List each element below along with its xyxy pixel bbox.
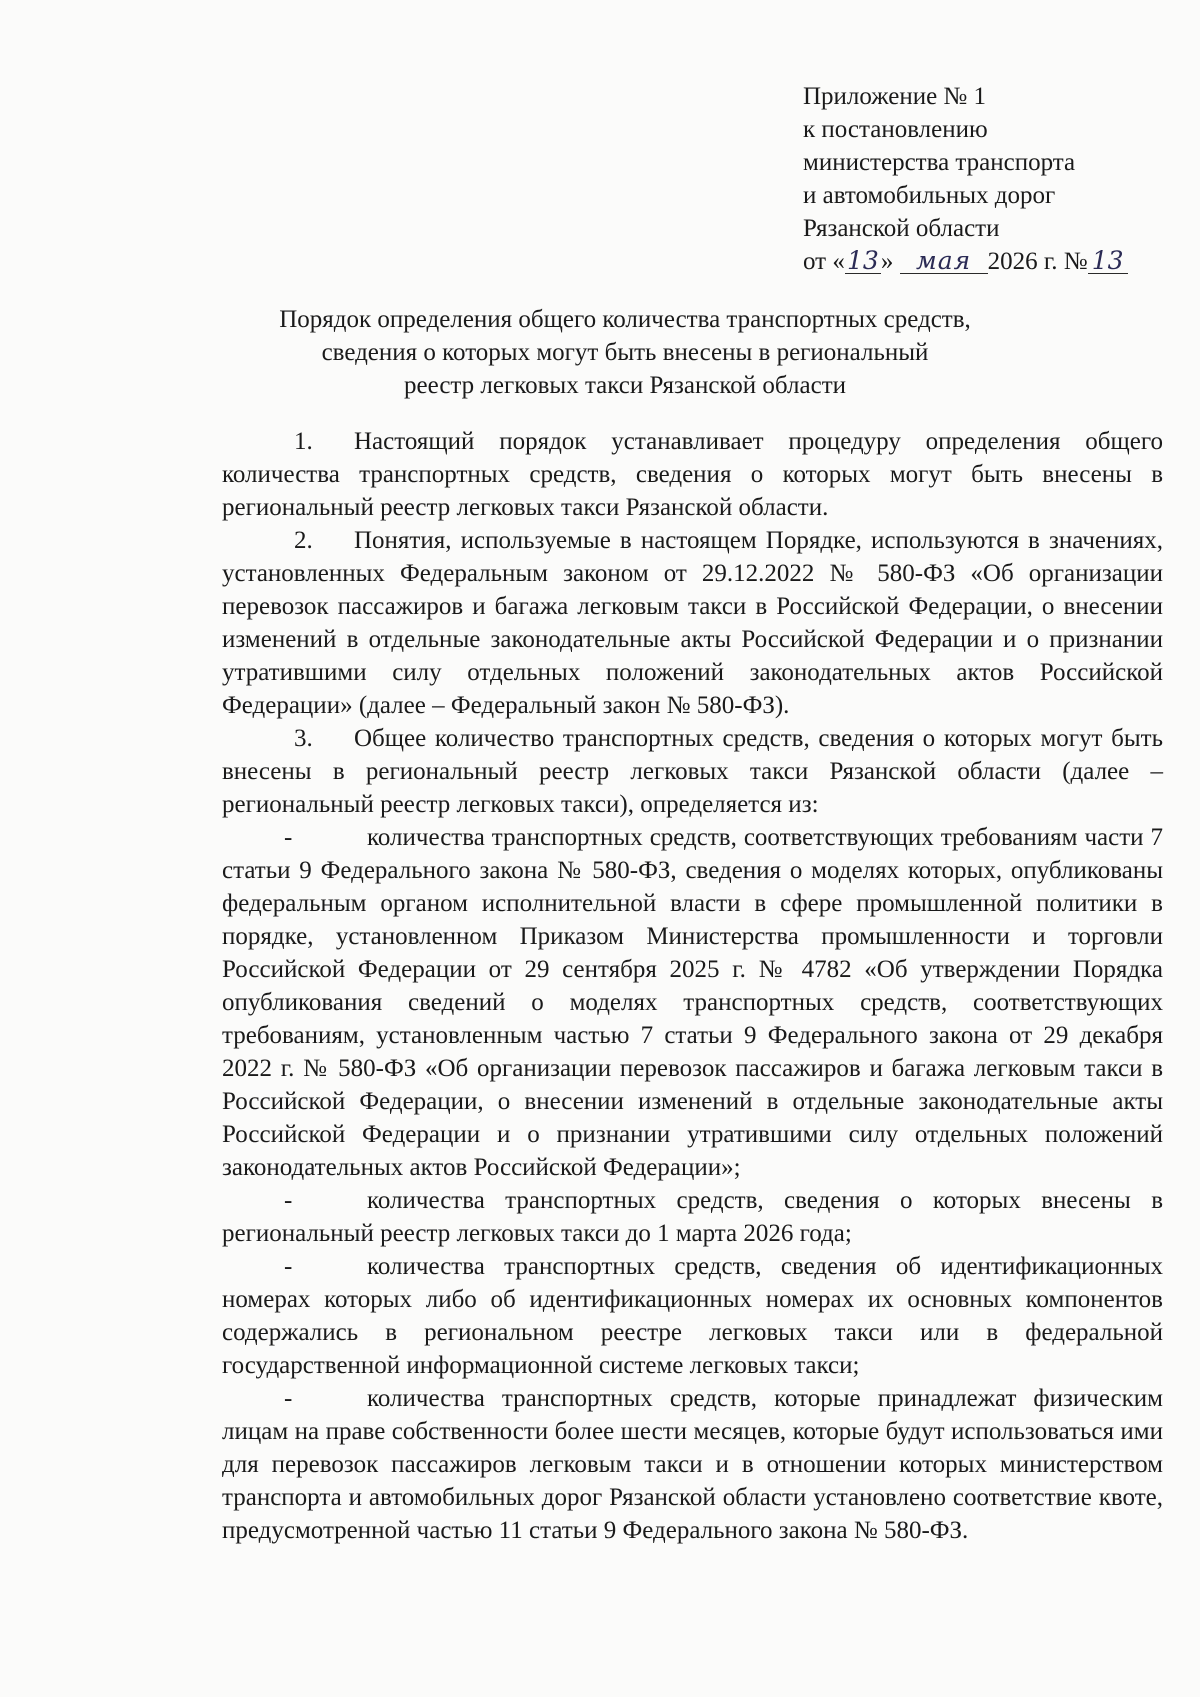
appendix-line: министерства транспорта [803,149,1076,176]
list-item [222,1250,1163,1382]
handwritten-doc-number: 13 [1088,249,1128,274]
document-title [230,303,1020,402]
list-item [222,1382,1163,1547]
paragraph-text: Настоящий порядок устанавливает процедуру определения общего количества транспортных средств, сведения о которых могут быть внесены в региональный реестр легковых такси Рязанской области. [222,428,1163,521]
handwritten-day: 13 [845,249,881,274]
appendix-date-line [803,245,1128,278]
list-dash: - [284,1253,293,1280]
title-line: реестр легковых такси Рязанской области [404,372,846,399]
date-year: 2026 г. № [987,248,1088,275]
paragraph-number: 3. [294,725,313,752]
paragraph-number: 2. [294,527,313,554]
appendix-line: Рязанской области [803,215,1000,242]
appendix-header [803,80,1128,278]
appendix-line: и автомобильных дорог [803,182,1056,209]
list-item [222,821,1163,1184]
paragraph-text: Понятия, используемые в настоящем Порядке, используются в значениях, установленных Федеральным законом от 29.12.2022 № 580-ФЗ «Об организации перевозок пассажиров и багажа легковым такси в Российской Федерации, о внесении изменений в отдельные законодательные акты Российской Федерации и о признании утратившими силу отдельных положений законодательных актов Российской Федерации» (далее – Федеральный закон № 580-ФЗ). [222,527,1163,719]
appendix-line: Приложение № 1 [803,83,987,110]
list-item-text: количества транспортных средств, сведения о которых внесены в региональный реестр легковых такси до 1 марта 2026 года; [222,1187,1163,1247]
paragraph-text: Общее количество транспортных средств, сведения о которых могут быть внесены в региональный реестр легковых такси Рязанской области (далее – региональный реестр легковых такси), определяется из: [222,725,1163,818]
title-line: сведения о которых могут быть внесены в региональный [321,339,929,366]
paragraph-3 [222,722,1163,821]
list-dash: - [284,824,293,851]
title-line: Порядок определения общего количества транспортных средств, [279,306,971,333]
paragraph-number: 1. [294,428,313,455]
list-dash: - [284,1385,293,1412]
list-dash: - [284,1187,293,1214]
handwritten-month: мая [900,249,988,274]
document-body [222,425,1163,1547]
date-mid: » [880,248,894,275]
appendix-line: к постановлению [803,116,988,143]
list-item-text: количества транспортных средств, сведения об идентификационных номерах которых либо об идентификационных номерах их основных компонентов содержались в региональном реестре легковых такси или в федеральной государственной информационной системе легковых такси; [222,1253,1163,1379]
paragraph-2 [222,524,1163,722]
date-prefix: от « [803,248,845,275]
list-item-text: количества транспортных средств, соответствующих требованиям части 7 статьи 9 Федерального закона № 580-ФЗ, сведения о моделях которых, опубликованы федеральным органом исполнительной власти в сфере промышленной политики в порядке, установленном Приказом Министерства промышленности и торговли Российской Федерации от 29 сентября 2025 г. № 4782 «Об утверждении Порядка опубликования сведений о моделях транспортных средств, соответствующих требованиям, установленным частью 7 статьи 9 Федерального закона от 29 декабря 2022 г. № 580-ФЗ «Об организации перевозок пассажиров и багажа легковым такси в Российской Федерации, о внесении изменений в отдельные законодательные акты Российской Федерации и о признании утратившими силу отдельных положений законодательных актов Российской Федерации»; [222,824,1163,1181]
list-item-text: количества транспортных средств, которые принадлежат физическим лицам на праве собственности более шести месяцев, которые будут использоваться ими для перевозок пассажиров легковым такси и в отношении которых министерством транспорта и автомобильных дорог Рязанской области установлено соответствие квоте, предусмотренной частью 11 статьи 9 Федерального закона № 580-ФЗ. [222,1385,1163,1544]
paragraph-1 [222,425,1163,524]
list-item [222,1184,1163,1250]
